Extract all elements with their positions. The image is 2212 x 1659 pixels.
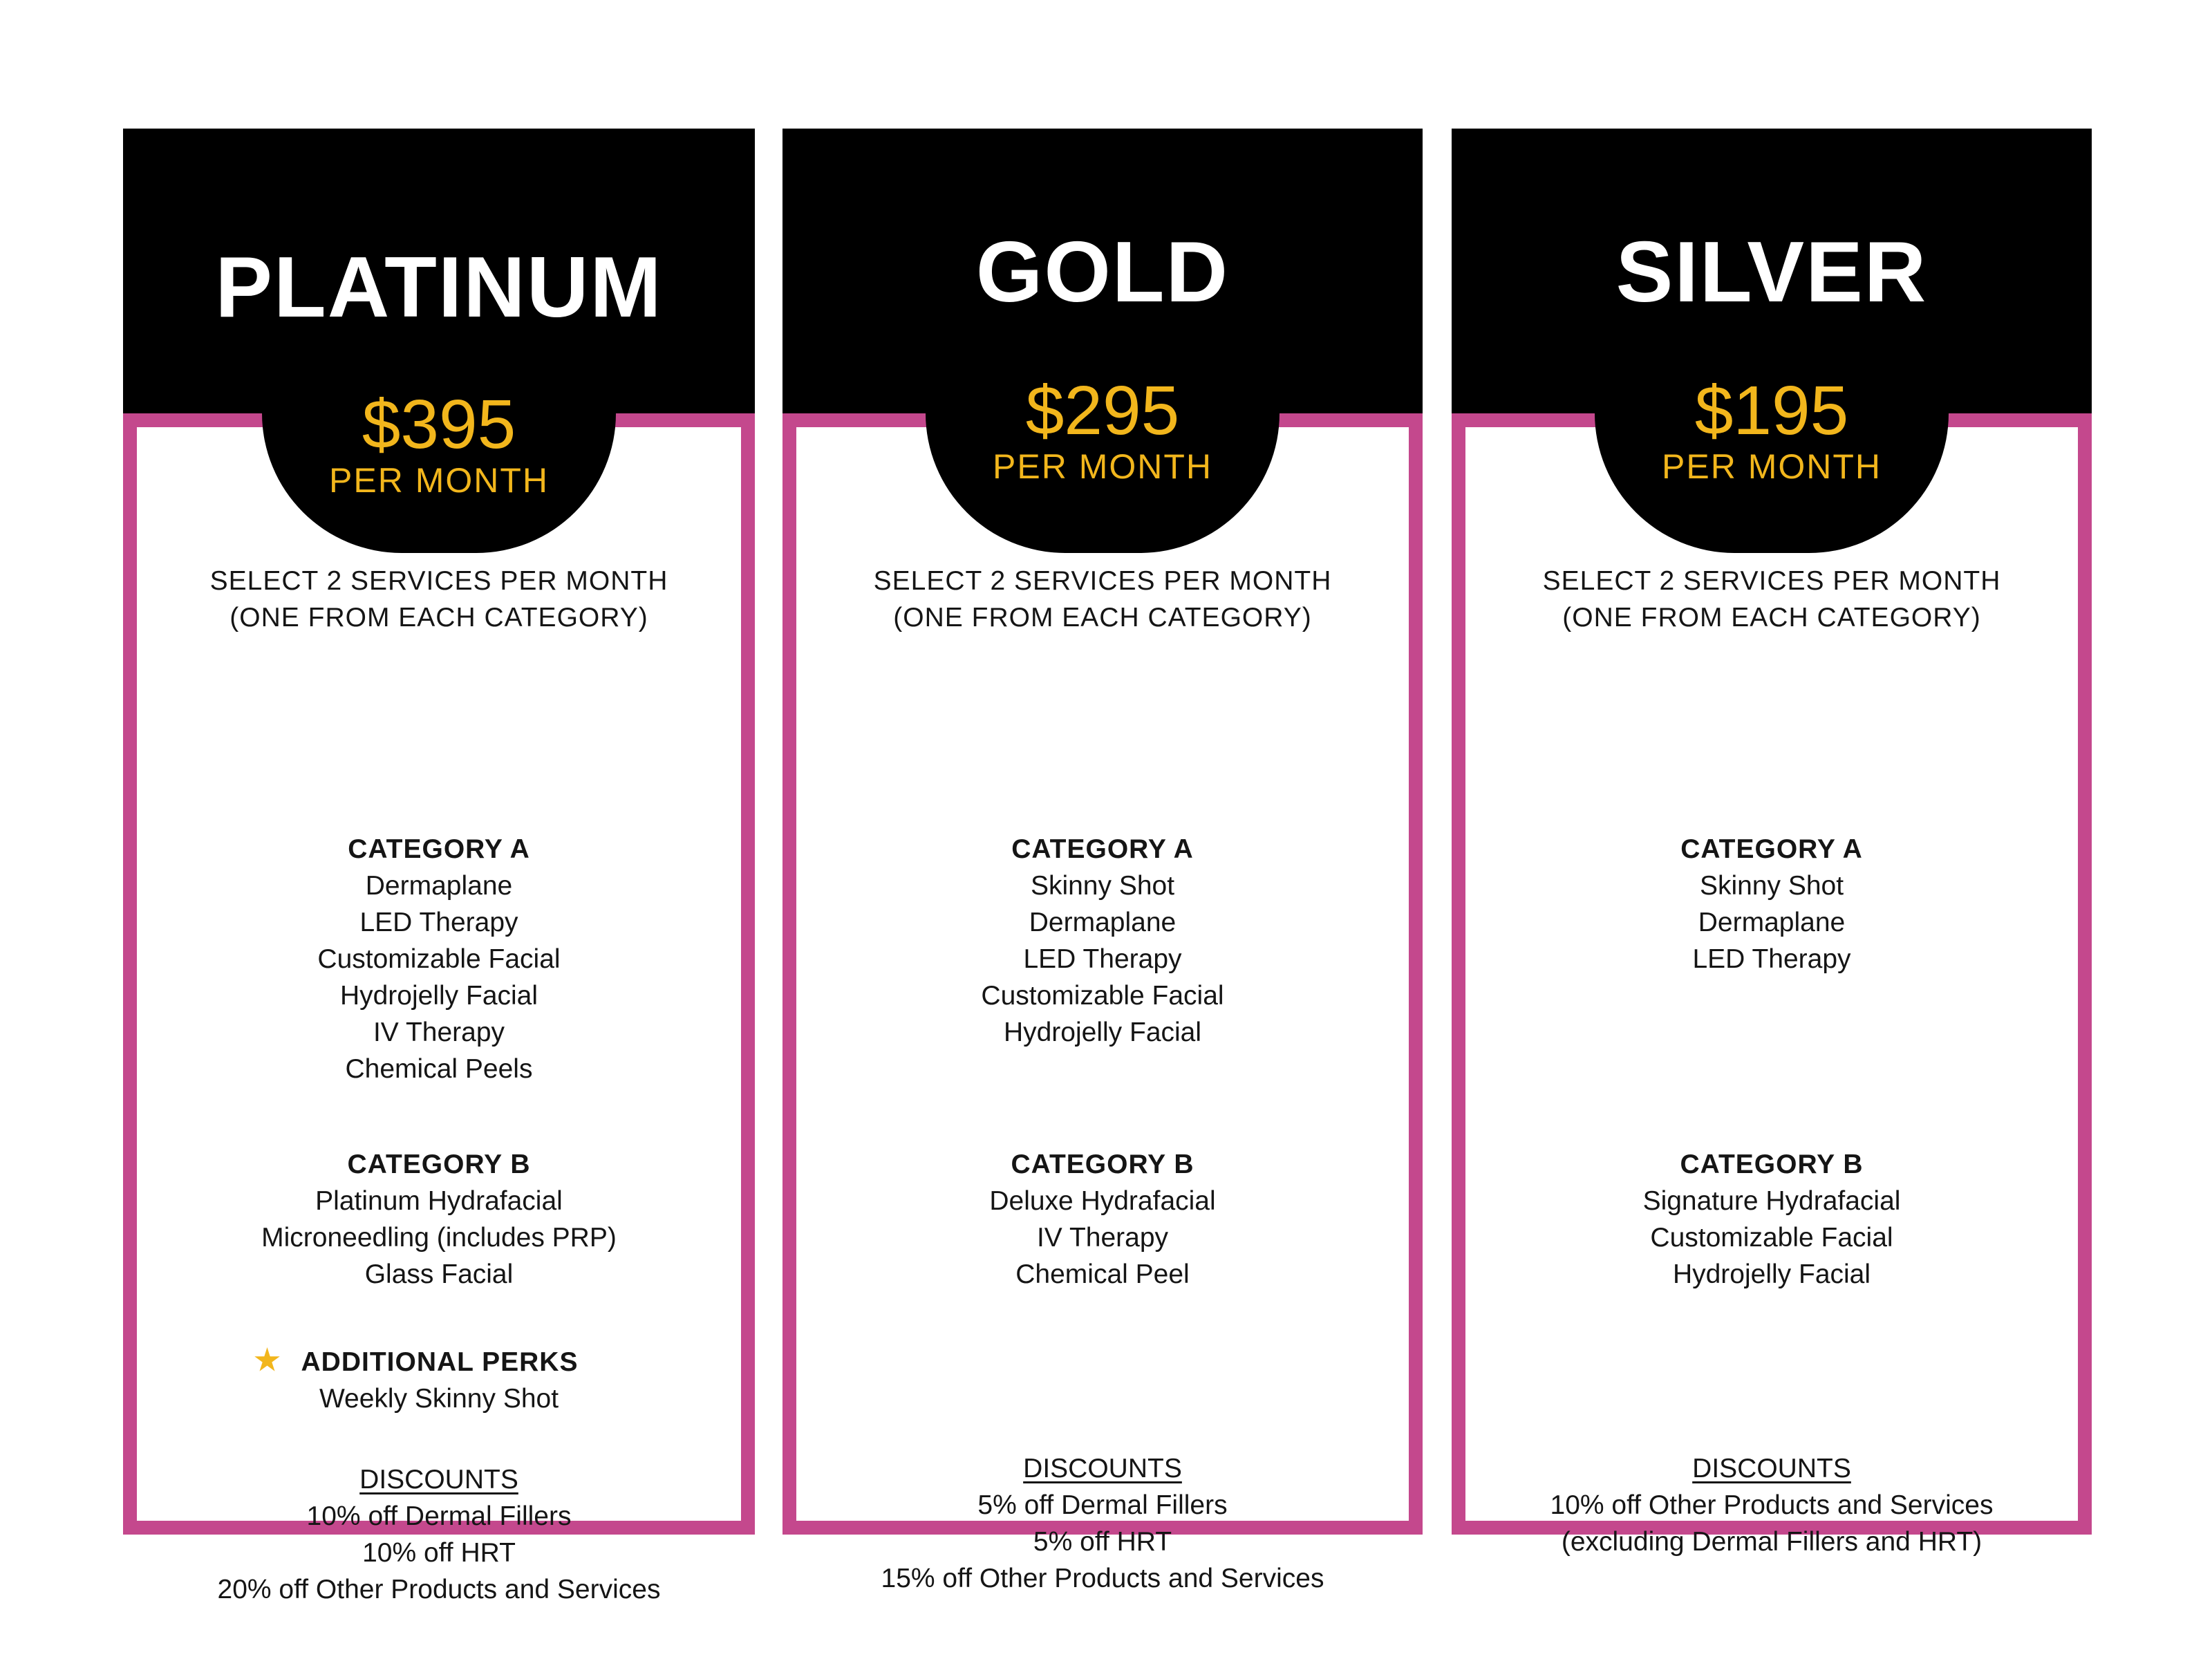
plan-card-silver (1452, 129, 2092, 1557)
category-a (782, 831, 1423, 1051)
category-b (782, 1146, 1423, 1293)
discount-item: 15% off Other Products and Services (881, 1564, 1324, 1593)
service-item: Microneedling (includes PRP) (261, 1223, 617, 1253)
category-b (1452, 1146, 2092, 1293)
discounts-title: DISCOUNTS (1023, 1454, 1182, 1483)
plan-title: PLATINUM (215, 240, 663, 335)
discounts (782, 1450, 1423, 1597)
service-item: Chemical Peel (1015, 1259, 1190, 1289)
service-item: Customizable Facial (317, 944, 561, 974)
discount-item: 10% off Other Products and Services (1550, 1490, 1994, 1520)
service-item: Skinny Shot (1699, 871, 1844, 901)
service-item: Chemical Peels (345, 1054, 533, 1084)
perks-title: ADDITIONAL PERKS (301, 1347, 579, 1377)
category-a (1452, 831, 2092, 977)
category-b-title: CATEGORY B (347, 1150, 531, 1179)
plan-card-gold (782, 129, 1423, 1593)
discount-item: 5% off HRT (1033, 1527, 1172, 1557)
service-item: Hydrojelly Facial (1672, 1259, 1871, 1289)
select-note: (ONE FROM EACH CATEGORY) (229, 603, 648, 632)
plan-title: SILVER (1615, 225, 1928, 320)
service-item: LED Therapy (359, 908, 518, 937)
additional-perks (123, 1344, 755, 1417)
plan-select-info (1452, 563, 2092, 636)
service-item: Platinum Hydrafacial (315, 1186, 563, 1216)
service-item: Customizable Facial (1650, 1223, 1893, 1253)
service-item: Signature Hydrafacial (1642, 1186, 1901, 1216)
service-item: IV Therapy (1036, 1223, 1169, 1253)
discount-item: 10% off HRT (362, 1538, 516, 1568)
service-item: Dermaplane (365, 871, 513, 901)
category-b (123, 1146, 755, 1293)
discounts (1452, 1450, 2092, 1560)
category-b-title: CATEGORY B (1011, 1150, 1194, 1179)
perk-item: Weekly Skinny Shot (319, 1384, 559, 1414)
category-b-title: CATEGORY B (1680, 1150, 1864, 1179)
plan-period: PER MONTH (329, 461, 549, 500)
plan-price: $395 (362, 386, 516, 463)
service-item: Customizable Facial (981, 981, 1224, 1011)
discount-item: 5% off Dermal Fillers (977, 1490, 1228, 1520)
service-item: Hydrojelly Facial (339, 981, 538, 1011)
select-line: SELECT 2 SERVICES PER MONTH (209, 566, 668, 596)
plan-select-info (782, 563, 1423, 636)
discounts-title: DISCOUNTS (359, 1465, 518, 1494)
discount-item: 20% off Other Products and Services (217, 1575, 661, 1604)
category-a-title: CATEGORY A (1680, 834, 1863, 864)
discount-item: (excluding Dermal Fillers and HRT) (1561, 1527, 1983, 1557)
category-a-title: CATEGORY A (1011, 834, 1194, 864)
star-icon (254, 1347, 281, 1374)
service-item: LED Therapy (1023, 944, 1182, 974)
service-item: IV Therapy (373, 1018, 505, 1047)
category-a-title: CATEGORY A (348, 834, 530, 864)
perks-title-row (123, 1344, 755, 1380)
service-item: Deluxe Hydrafacial (989, 1186, 1216, 1216)
plan-period: PER MONTH (1662, 447, 1882, 486)
plan-price: $295 (1025, 372, 1180, 449)
service-item: Dermaplane (1029, 908, 1177, 937)
plan-card-platinum (123, 129, 755, 1604)
plan-select-info (123, 563, 755, 636)
discounts-title: DISCOUNTS (1692, 1454, 1851, 1483)
service-item: Skinny Shot (1030, 871, 1175, 901)
select-line: SELECT 2 SERVICES PER MONTH (873, 566, 1332, 596)
service-item: LED Therapy (1692, 944, 1851, 974)
discounts (123, 1461, 755, 1608)
discount-item: 10% off Dermal Fillers (306, 1501, 572, 1531)
select-line: SELECT 2 SERVICES PER MONTH (1542, 566, 2001, 596)
service-item: Hydrojelly Facial (1003, 1018, 1202, 1047)
select-note: (ONE FROM EACH CATEGORY) (893, 603, 1312, 632)
plan-title: GOLD (975, 225, 1230, 320)
service-item: Glass Facial (364, 1259, 514, 1289)
plan-period: PER MONTH (993, 447, 1212, 486)
service-item: Dermaplane (1698, 908, 1846, 937)
select-note: (ONE FROM EACH CATEGORY) (1562, 603, 1981, 632)
category-a (123, 831, 755, 1087)
plan-price: $195 (1694, 372, 1849, 449)
